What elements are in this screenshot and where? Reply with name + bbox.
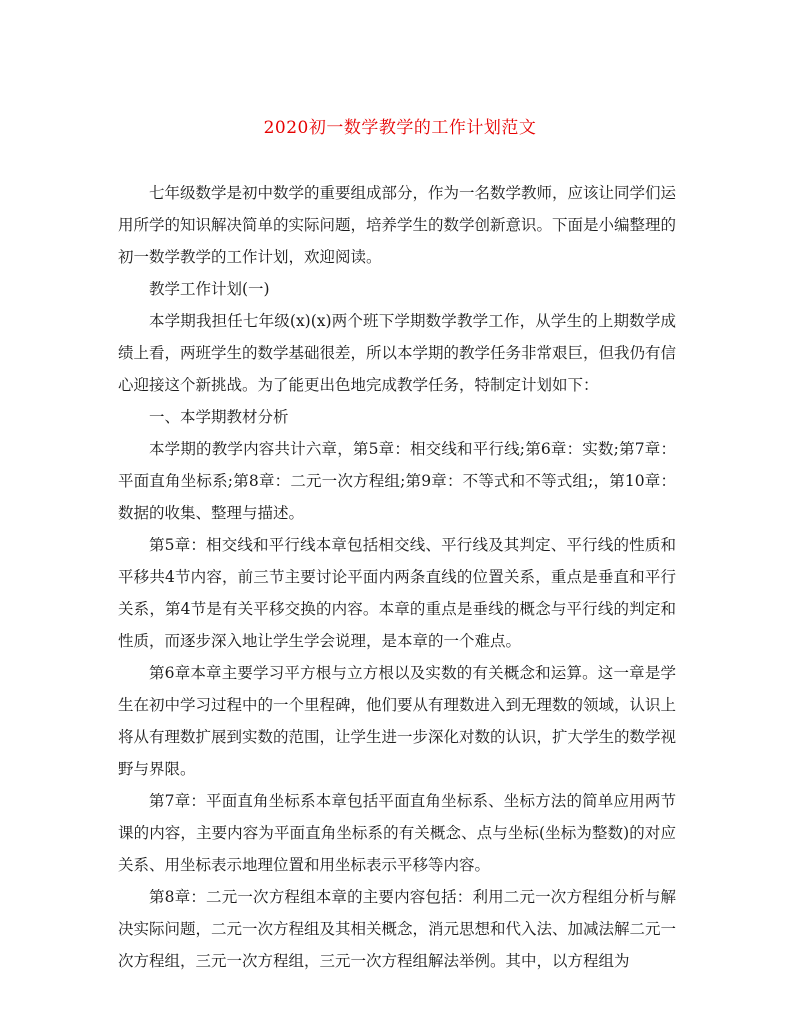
paragraph-chapter-7: 第7章：平面直角坐标系本章包括平面直角坐标系、坐标方法的简单应用两节课的内容，主要内容为平面直角坐标系的有关概念、点与坐标(坐标为整数)的对应关系、用坐标表示地理位置和用坐标表示平移等内容。	[118, 792, 676, 874]
paragraph-plan-heading: 教学工作计划(一)	[149, 280, 270, 298]
document-title: 2020初一数学教学的工作计划范文	[263, 118, 537, 138]
paragraph-chapter-6: 第6章本章主要学习平方根与立方根以及实数的有关概念和运算。这一章是学生在初中学习过程中的一个里程碑，他们要从有理数进入到无理数的领域，认识上将从有理数扩展到实数的范围，让学生进一步深化对数的认识，扩大学生的数学视野与界限。	[118, 664, 677, 778]
paragraph-chapters: 本学期的教学内容共计六章，第5章：相交线和平行线;第6章：实数;第7章：平面直角坐标系;第8章：二元一次方程组;第9章：不等式和不等式组;，第10章：数据的收集、整理与描述。	[118, 440, 676, 522]
document-body	[118, 177, 676, 977]
paragraph-section-heading: 一、本学期教材分析	[149, 408, 289, 426]
paragraph-intro: 七年级数学是初中数学的重要组成部分，作为一名数学教师，应该让同学们运用所学的知识解决简单的实际问题，培养学生的数学创新意识。下面是小编整理的初一数学教学的工作计划，欢迎阅读。	[118, 184, 677, 266]
paragraph-overview: 本学期我担任七年级(x)(x)两个班下学期数学教学工作，从学生的上期数学成绩上看，两班学生的数学基础很差，所以本学期的教学任务非常艰巨，但我仍有信心迎接这个新挑战。为了能更出色地完成教学任务，特制定计划如下：	[118, 312, 677, 394]
paragraph-chapter-5: 第5章：相交线和平行线本章包括相交线、平行线及其判定、平行线的性质和平移共4节内容，前三节主要讨论平面内两条直线的位置关系，重点是垂直和平行关系，第4节是有关平移交换的内容。本章的重点是垂线的概念与平行线的判定和性质，而逐步深入地让学生学会说理，是本章的一个难点。	[118, 536, 676, 650]
paragraph-chapter-8: 第8章：二元一次方程组本章的主要内容包括：利用二元一次方程组分析与解决实际问题，二元一次方程组及其相关概念，消元思想和代入法、加减法解二元一次方程组，三元一次方程组，三元一次方程组解法举例。其中，以方程组为	[118, 888, 677, 970]
